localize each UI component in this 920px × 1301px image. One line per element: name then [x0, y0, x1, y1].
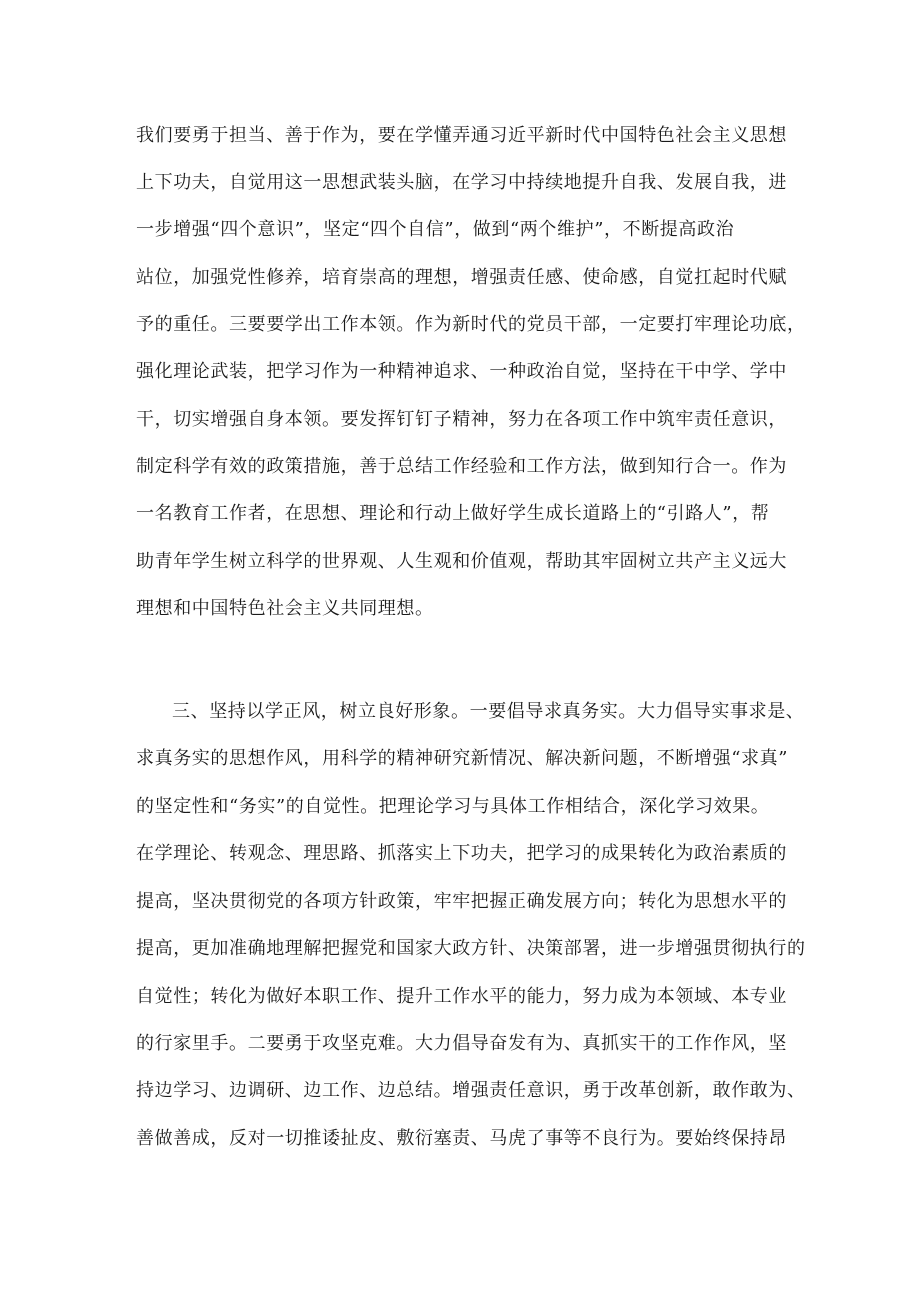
paragraph-line: 一名教育工作者，在思想、理论和行动上做好学生成长道路上的“引路人”，帮: [136, 503, 770, 524]
paragraph-line: 予的重任。三要要学出工作本领。作为新时代的党员干部，一定要打牢理论功底，: [136, 314, 806, 335]
paragraph-line: 在学理论、转观念、理思路、抓落实上下功夫，把学习的成果转化为政治素质的: [136, 843, 787, 864]
paragraph-line: 善做善成，反对一切推诿扯皮、敷衍塞责、马虎了事等不良行为。要始终保持昂: [136, 1128, 787, 1149]
paragraph-line: 理想和中国特色社会主义共同理想。: [136, 598, 434, 619]
paragraph-line: 的行家里手。二要勇于攻坚克难。大力倡导奋发有为、真抓实干的工作作风，坚: [136, 1033, 787, 1054]
paragraph-line: 干，切实增强自身本领。要发挥钉钉子精神，努力在各项工作中筑牢责任意识，: [136, 409, 787, 430]
paragraph-line: 上下功夫，自觉用这一思想武装头脑，在学习中持续地提升自我、发展自我，进: [136, 172, 787, 193]
paragraph-line: 的坚定性和“务实”的自觉性。把理论学习与具体工作相结合，深化学习效果。: [136, 796, 770, 817]
paragraph-line: 持边学习、边调研、边工作、边总结。增强责任意识，勇于改革创新，敢作敢为、: [136, 1080, 806, 1101]
paragraph-line: 三、坚持以学正风，树立良好形象。一要倡导求真务实。大力倡导实事求是、: [172, 701, 805, 722]
paragraph-line: 提高，更加准确地理解把握党和国家大政方针、决策部署，进一步增强贯彻执行的: [136, 938, 806, 959]
paragraph-line: 一步增强“四个意识”，坚定“四个自信”，做到“两个维护”，不断提高政治: [136, 219, 735, 240]
paragraph-line: 我们要勇于担当、善于作为，要在学懂弄通习近平新时代中国特色社会主义思想: [136, 125, 787, 146]
paragraph-line: 制定科学有效的政策措施，善于总结工作经验和工作方法，做到知行合一。作为: [136, 456, 787, 477]
paragraph-line: 提高，坚决贯彻党的各项方针政策，牢牢把握正确发展方向；转化为思想水平的: [136, 891, 787, 912]
paragraph-line: 助青年学生树立科学的世界观、人生观和价值观，帮助其牢固树立共产主义远大: [136, 551, 787, 572]
paragraph-line: 求真务实的思想作风，用科学的精神研究新情况、解决新问题，不断增强“求真”: [136, 748, 789, 769]
paragraph-line: 站位，加强党性修养，培育崇高的理想，增强责任感、使命感，自觉扛起时代赋: [136, 267, 787, 288]
paragraph-line: 强化理论武装，把学习作为一种精神追求、一种政治自觉，坚持在干中学、学中: [136, 361, 787, 382]
paragraph-line: 自觉性；转化为做好本职工作、提升工作水平的能力，努力成为本领域、本专业: [136, 986, 787, 1007]
